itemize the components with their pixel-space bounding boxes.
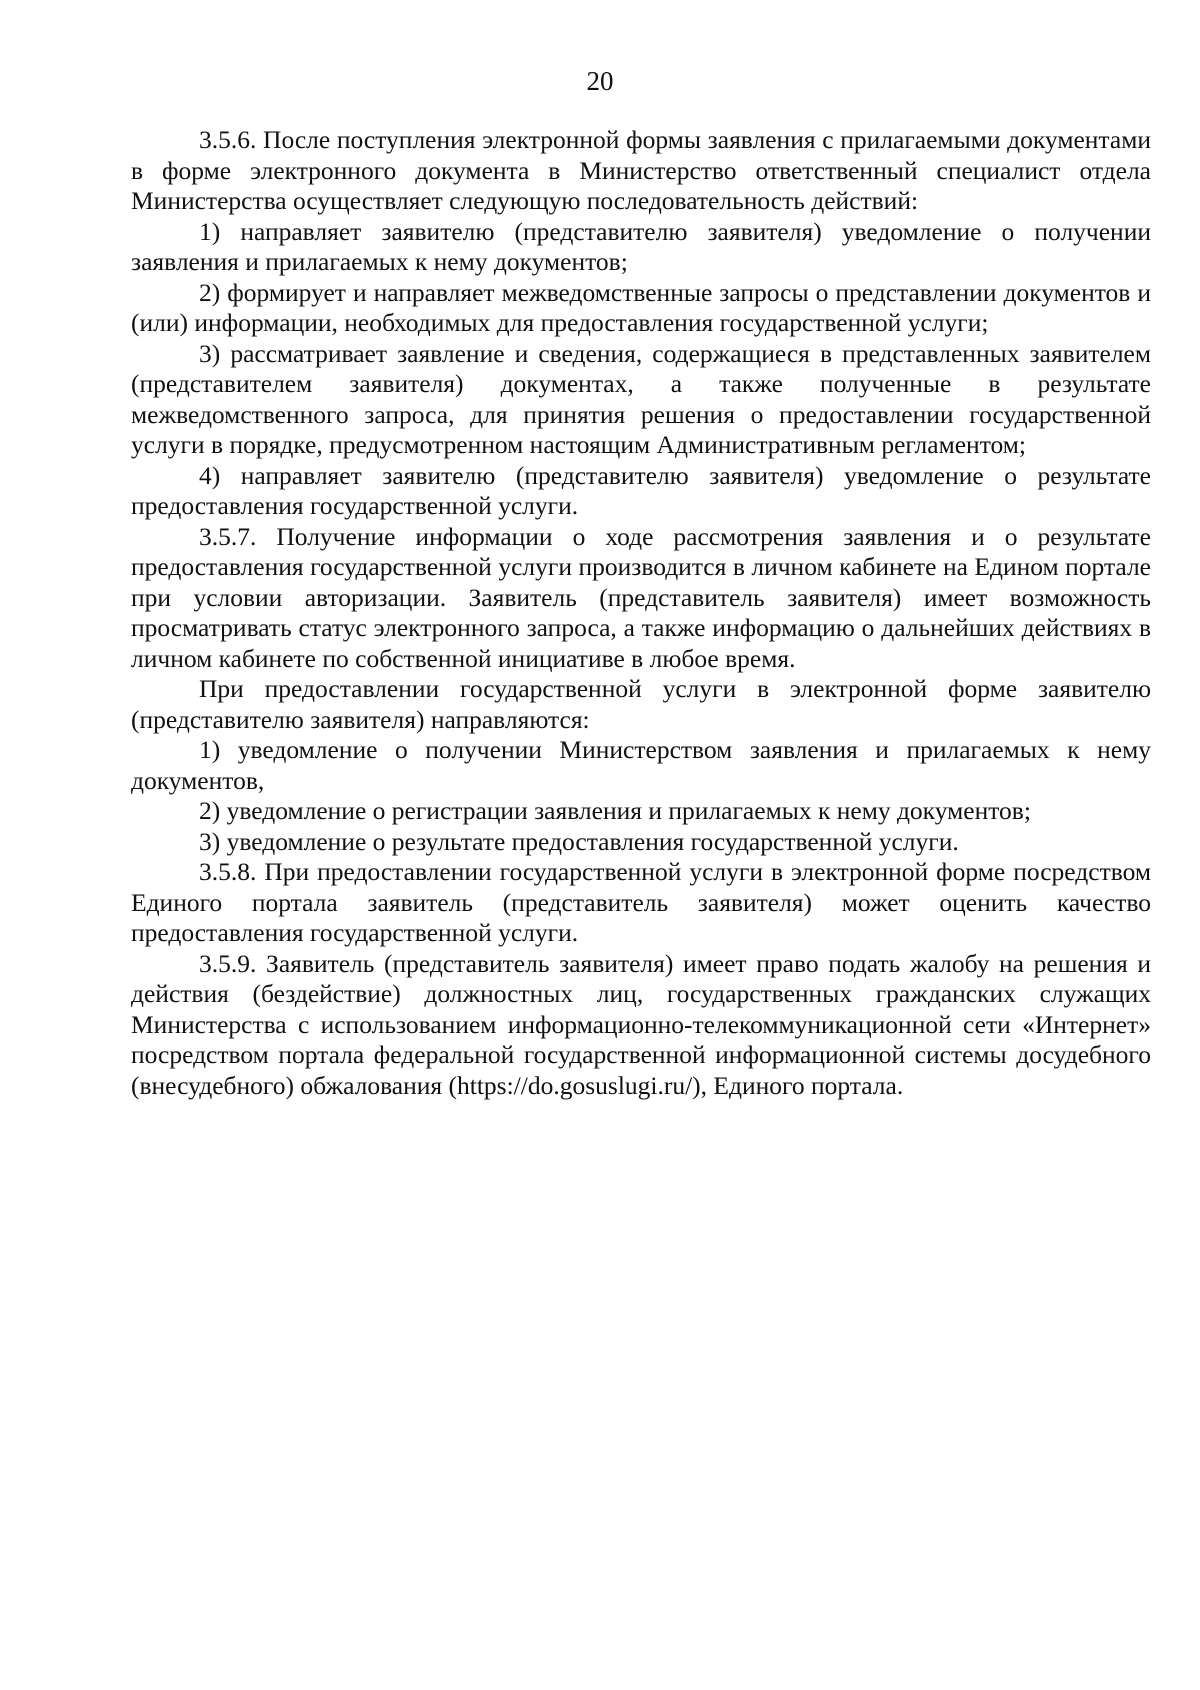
- list-item-interagency-requests: 2) формирует и направляет межведомственные запросы о представлении документов и (или) информации, необходимых для предоставления государственной услуги;: [131, 277, 1151, 337]
- paragraph-3-5-6: 3.5.6. После поступления электронной формы заявления с прилагаемыми документами в форме электронного документа в Министерство ответственный специалист отдела Министерства осуществляет следующую последовательность действий:: [131, 125, 1151, 215]
- paragraph-3-5-8: 3.5.8. При предоставлении государственной услуги в электронной форме посредством Единого портала заявитель (представитель заявителя) может оценить качество предоставления государственной услуги.: [131, 857, 1151, 947]
- list-item-result-notification: 3) уведомление о результате предоставления государственной услуги.: [199, 826, 959, 856]
- page-number: 20: [586, 66, 614, 96]
- list-item-notify-receipt: 1) направляет заявителю (представителю заявителя) уведомление о получении заявления и прилагаемых к нему документов;: [131, 216, 1151, 276]
- paragraph-notifications-intro: При предоставлении государственной услуги в электронной форме заявителю (представителю заявителя) направляются:: [131, 674, 1151, 734]
- paragraph-3-5-7: 3.5.7. Получение информации о ходе рассмотрения заявления и о результате предоставления государственной услуги производится в личном кабинете на Едином портале при условии авторизации. Заявитель (представитель заявителя) имеет возможность просматривать статус электронного запроса, а также информацию о дальнейших действиях в личном кабинете по собственной инициативе в любое время.: [131, 521, 1151, 673]
- document-body: [131, 125, 1151, 1101]
- list-item-receipt-notification: 1) уведомление о получении Министерством заявления и прилагаемых к нему документов,: [131, 735, 1151, 795]
- list-item-registration-notification: 2) уведомление о регистрации заявления и прилагаемых к нему документов;: [199, 796, 1031, 825]
- list-item-notify-result: 4) направляет заявителю (представителю заявителя) уведомление о результате предоставления государственной услуги.: [131, 460, 1151, 520]
- paragraph-3-5-9: 3.5.9. Заявитель (представитель заявителя) имеет право подать жалобу на решения и действия (бездействие) должностных лиц, государственных гражданских служащих Министерства с использованием информационно-телекоммуникационной сети «Интернет» посредством портала федеральной государственной информационной системы досудебного (внесудебного) обжалования (https://do.gosuslugi.ru/), Единого портала.: [131, 948, 1151, 1100]
- list-item-review-application: 3) рассматривает заявление и сведения, содержащиеся в представленных заявителем (представителем заявителя) документах, а также полученные в результате межведомственного запроса, для принятия решения о предоставлении государственной услуги в порядке, предусмотренном настоящим Административным регламентом;: [131, 338, 1151, 459]
